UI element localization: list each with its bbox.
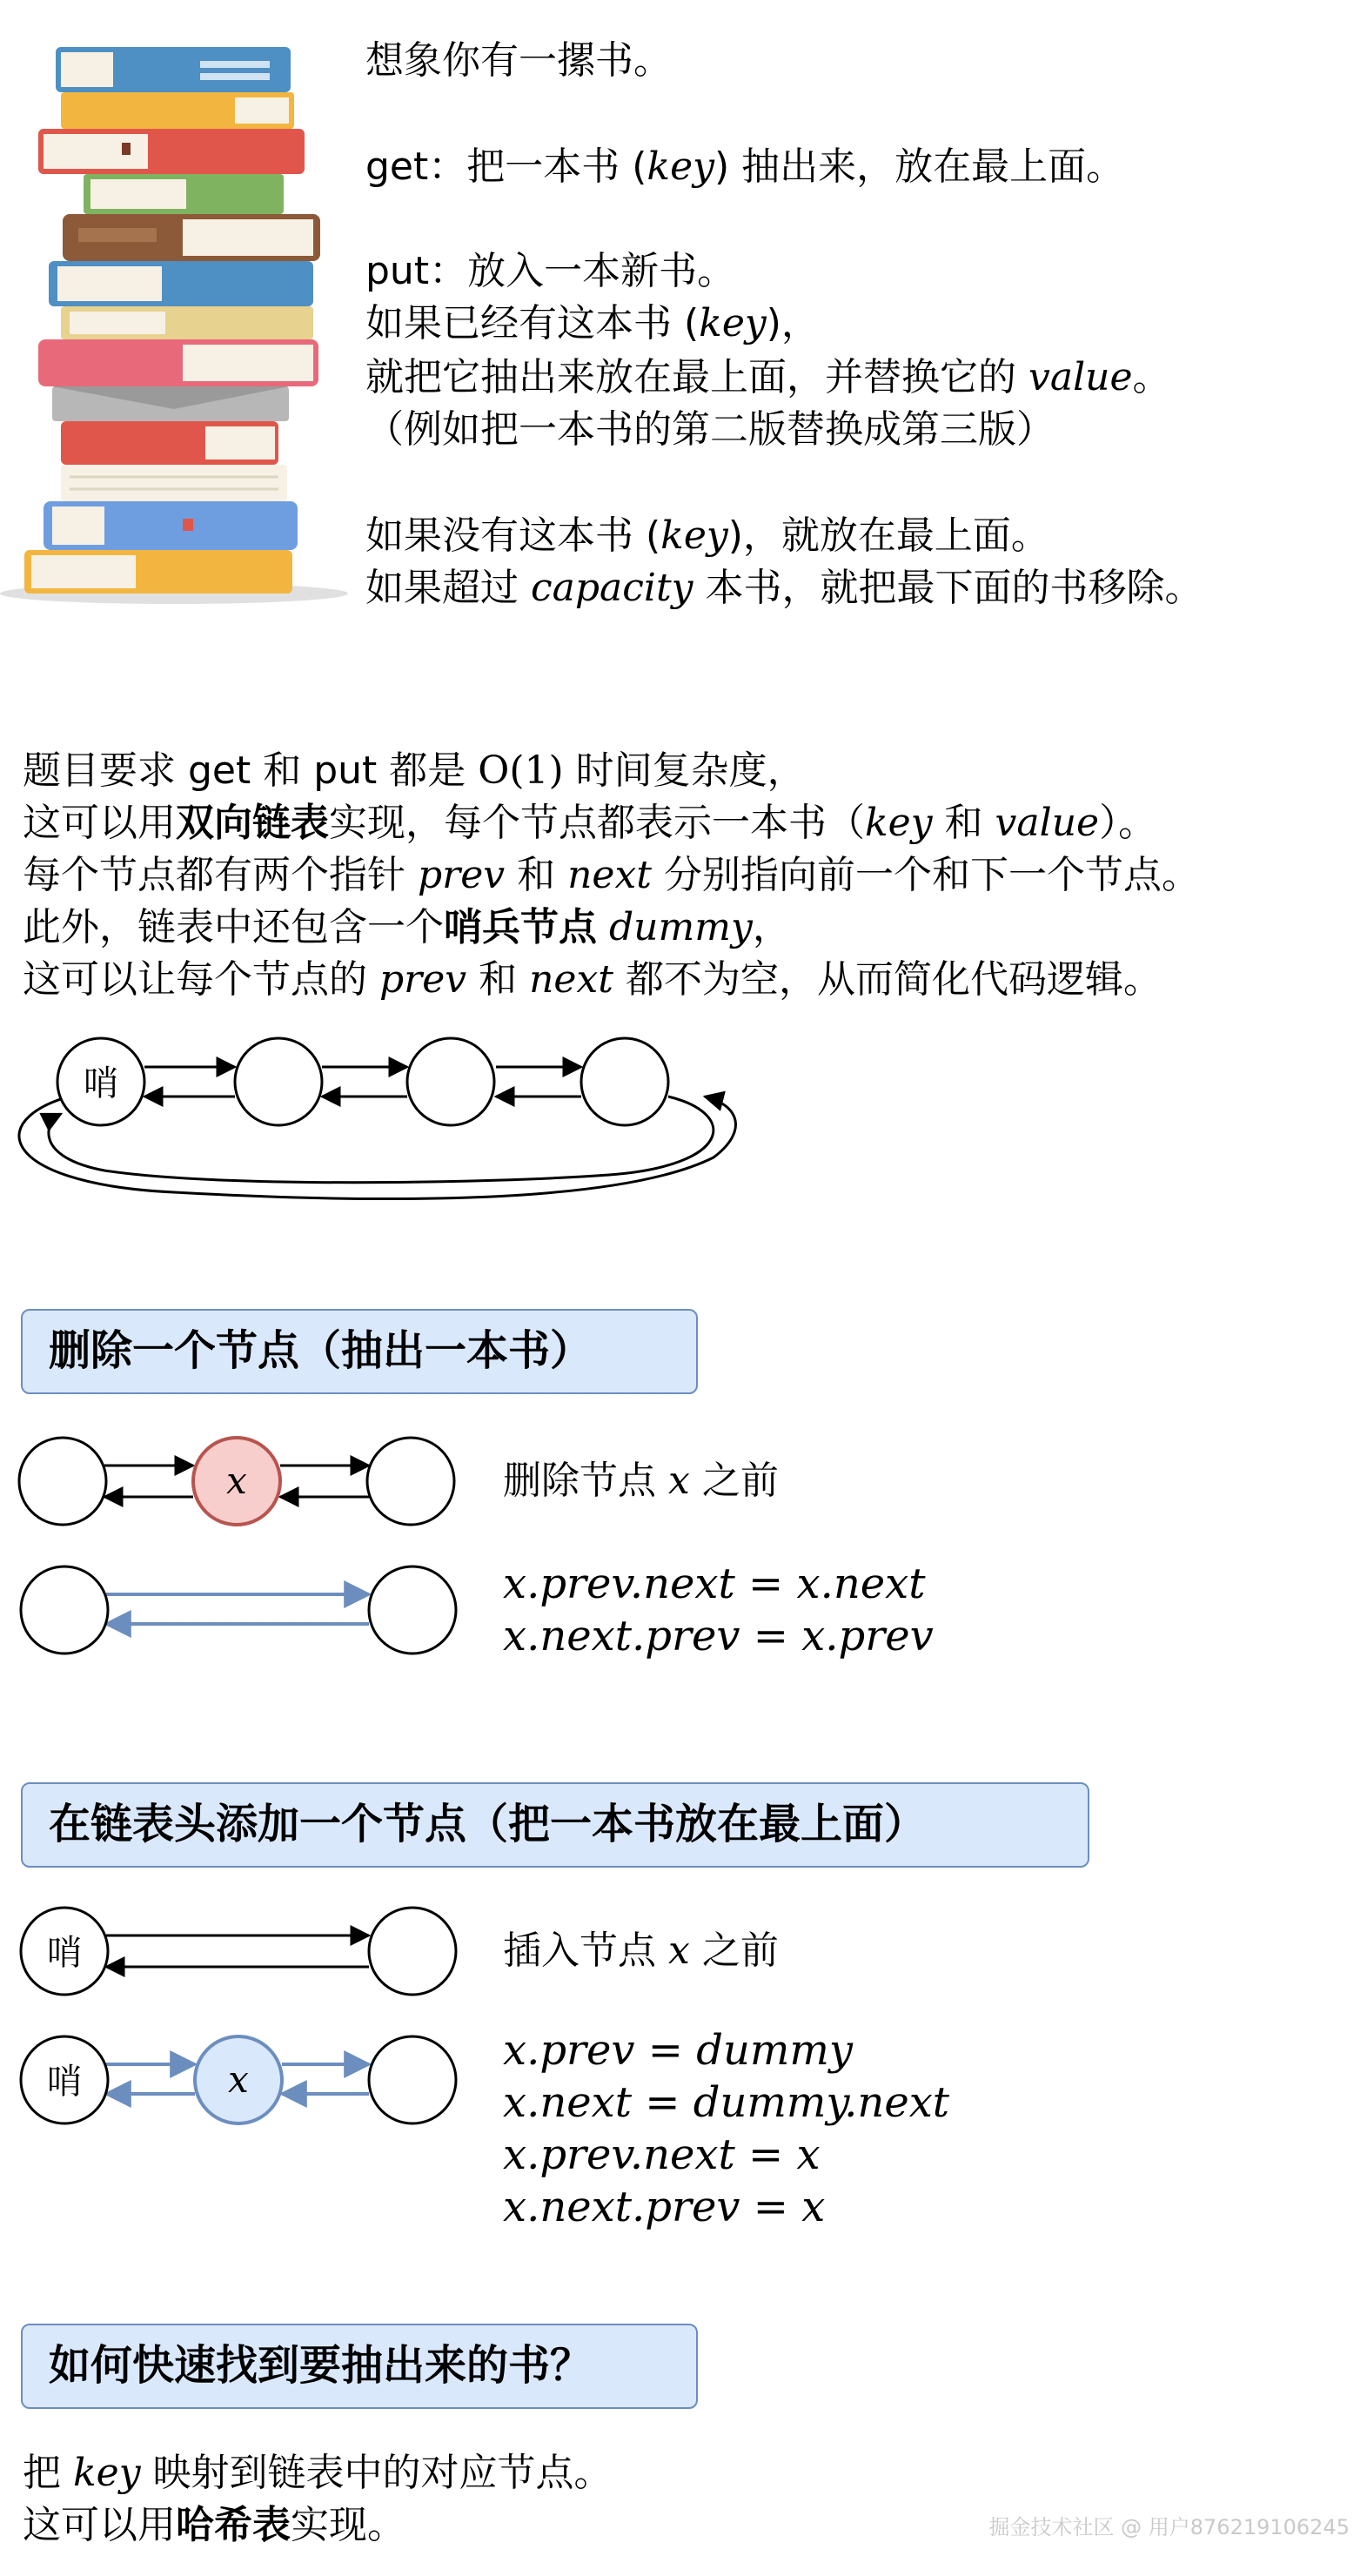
intro-put-line-1: put：放入一本新书。: [365, 249, 736, 293]
intro-line-1: 想象你有一摞书。: [365, 38, 672, 83]
book-blue-1: [44, 501, 298, 550]
find-section-title: 如何快速找到要抽出来的书？: [49, 2341, 593, 2390]
delete-equation-1: x.prev.next = x.next: [503, 1560, 926, 1608]
find-section-header: [21, 2324, 698, 2409]
insert-section-title: 在链表头添加一个节点（把一本书放在最上面）: [49, 1800, 927, 1848]
delete-equation-2: x.next.prev = x.prev: [503, 1612, 934, 1660]
ring-node-4: [581, 1038, 668, 1125]
book-blue-top: [56, 47, 291, 92]
book-gray-1: [52, 386, 289, 421]
book-yellow-3: [61, 92, 294, 129]
book-blue-2: [49, 261, 313, 306]
explain-line-1: 题目要求 get 和 put 都是 O(1) 时间复杂度，: [23, 748, 806, 793]
book-pink-1: [38, 339, 318, 386]
book-red-2: [38, 129, 305, 174]
ring-sentinel-label: 哨: [84, 1063, 118, 1104]
book-yellow-bottom: [24, 550, 292, 594]
book-green-1: [84, 174, 284, 214]
find-line-1: 把 key 映射到链表中的对应节点。: [23, 2451, 613, 2495]
intro-put-line-4: （例如把一本书的第二版替换成第三版）: [365, 407, 1055, 452]
intro-put-line-2: 如果已经有这本书 (key)，: [365, 301, 820, 345]
ring-node-3: [407, 1038, 494, 1125]
intro-get-line: get：把一本书 (key) 抽出来，放在最上面。: [365, 144, 1125, 189]
explain-line-5: 这可以让每个节点的 prev 和 next 都不为空，从而简化代码逻辑。: [23, 957, 1162, 1002]
insert-x-label: x: [228, 2058, 249, 2101]
ring-arrows-1-2: [144, 1067, 235, 1097]
explain-line-4: 此外，链表中还包含一个哨兵节点 dummy，: [23, 905, 791, 949]
insert-before-caption: 插入节点 x 之前: [503, 1929, 779, 1973]
delete-section-title: 删除一个节点（抽出一本书）: [49, 1326, 593, 1375]
intro-put-line-5: 如果没有这本书 (key)，就放在最上面。: [365, 513, 1049, 558]
watermark: 掘金技术社区 @ 用户876219106245: [988, 2515, 1350, 2539]
circular-list-diagram: [0, 1027, 766, 1218]
ring-node-2: [235, 1038, 322, 1125]
insert-equation-1: x.prev = dummy: [503, 2026, 854, 2075]
explain-line-2: 这可以用双向链表实现，每个节点都表示一本书（key 和 value）。: [23, 801, 1157, 845]
delete-before-caption: 删除节点 x 之前: [503, 1459, 779, 1503]
book-red-1: [61, 421, 278, 465]
book-brown-1: [63, 214, 320, 261]
explain-line-3: 每个节点都有两个指针 prev 和 next 分别指向前一个和下一个节点。: [23, 853, 1200, 897]
ring-arrows-3-4: [496, 1067, 581, 1097]
insert-diagram: [0, 1897, 487, 2158]
find-line-2: 这可以用哈希表实现。: [23, 2503, 405, 2547]
insert-section-header: [21, 1782, 1089, 1868]
insert-sentinel-label: 哨: [47, 1933, 82, 1973]
book-stack-illustration: [0, 35, 348, 609]
delete-x-label: x: [226, 1459, 247, 1502]
intro-put-line-3: 就把它抽出来放在最上面，并替换它的 value。: [365, 355, 1171, 399]
delete-section-header: [21, 1309, 698, 1394]
intro-put-line-6: 如果超过 capacity 本书，就把最下面的书移除。: [365, 566, 1203, 610]
insert-equation-4: x.next.prev = x: [503, 2183, 826, 2231]
delete-right-node: [367, 1438, 454, 1525]
insert-equation-3: x.prev.next = x: [503, 2130, 821, 2179]
insert-after-sentinel-label: 哨: [47, 2062, 82, 2102]
insert-right-node: [369, 1908, 456, 1995]
delete-left-node: [19, 1438, 106, 1525]
book-yellow-2: [61, 306, 313, 339]
book-white-1: [61, 465, 287, 501]
delete-after-left-node: [21, 1566, 108, 1654]
delete-diagram: [0, 1427, 487, 1688]
insert-after-right-node: [369, 2036, 456, 2123]
insert-equation-2: x.next = dummy.next: [503, 2078, 950, 2127]
delete-after-right-node: [369, 1566, 456, 1654]
ring-arrows-2-3: [322, 1067, 407, 1097]
